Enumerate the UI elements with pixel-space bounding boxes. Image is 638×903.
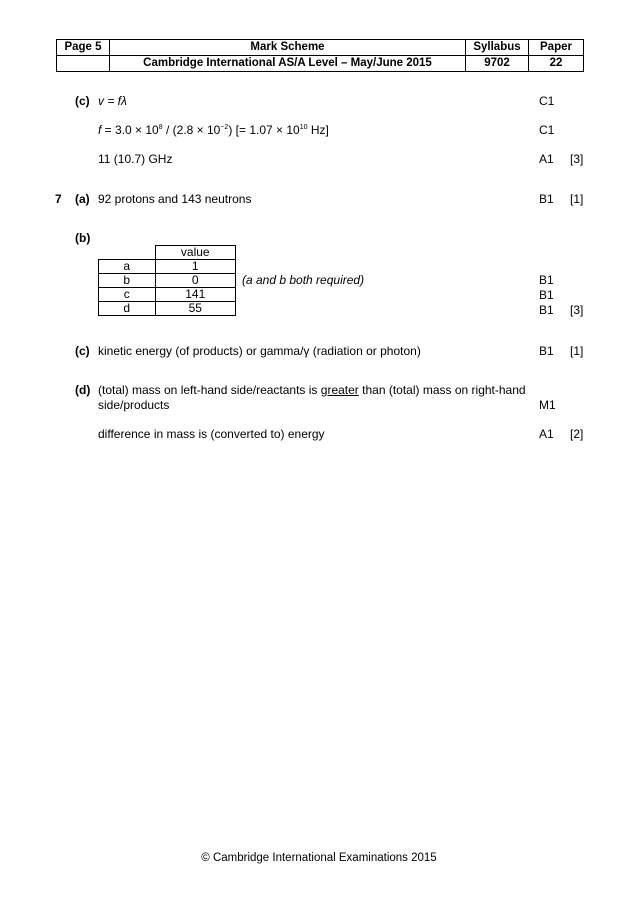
q6c-line3-mark: A1 xyxy=(539,152,554,166)
table-header-value: value xyxy=(155,246,236,260)
q7a-mark: B1 xyxy=(539,192,554,206)
q6c-f-symbol: f xyxy=(98,123,102,137)
q7d-line3: difference in mass is (converted to) energy xyxy=(98,427,325,441)
q6c-part-d: Hz] xyxy=(307,123,329,137)
q7b-part-label: (b) xyxy=(75,231,91,245)
q7-number: 7 xyxy=(55,192,62,206)
document-title: Cambridge International AS/A Level – May/June 2015 xyxy=(110,56,466,72)
q6c-v-symbol: v xyxy=(98,94,104,108)
q6c-exp1: 8 xyxy=(158,124,163,131)
row-label: b xyxy=(99,274,156,288)
q7c-answer: kinetic energy (of products) or gamma/γ (radiation or photon) xyxy=(98,344,421,358)
q6c-part-c: ) [= 1.07 × 10 xyxy=(228,123,300,137)
table-row xyxy=(99,274,236,288)
q6c-part-a: = 3.0 × 10 xyxy=(101,123,159,137)
row-label: d xyxy=(99,302,156,316)
q6c-part-label: (c) xyxy=(75,94,90,108)
q7a-total: [1] xyxy=(570,192,584,206)
page-label: Page 5 xyxy=(57,40,110,56)
header-table xyxy=(56,39,584,72)
q7d-line2-mark: M1 xyxy=(539,398,556,412)
table-row xyxy=(99,260,236,274)
q6c-eq: = f xyxy=(104,94,122,108)
table-corner-cell xyxy=(99,246,156,260)
footer-copyright: © Cambridge International Examinations 2015 xyxy=(201,852,437,864)
syllabus-code: 9702 xyxy=(466,56,529,72)
q7d-line1 xyxy=(98,383,526,397)
q6c-lambda: λ xyxy=(121,94,127,108)
table-row xyxy=(99,302,236,316)
q7d-underlined-word: greater xyxy=(320,383,359,397)
row-label: a xyxy=(99,260,156,274)
q7d-total: [2] xyxy=(570,427,584,441)
mark-scheme-label: Mark Scheme xyxy=(110,40,466,56)
q7b-total: [3] xyxy=(570,303,584,317)
q7b-value-table xyxy=(98,245,236,316)
paper-number: 22 xyxy=(529,56,584,72)
q7c-total: [1] xyxy=(570,344,584,358)
q7b-mark-2: B1 xyxy=(539,288,554,302)
row-value: 55 xyxy=(155,302,236,316)
q7a-answer: 92 protons and 143 neutrons xyxy=(98,192,252,206)
q6c-exp3: 10 xyxy=(299,124,308,131)
q6c-exp2: −2 xyxy=(220,124,229,131)
row-value: 0 xyxy=(155,274,236,288)
q7c-part-label: (c) xyxy=(75,344,90,358)
q6c-line1-mark: C1 xyxy=(539,94,555,108)
q7b-mark-3: B1 xyxy=(539,303,554,317)
q7b-note: (a and b both required) xyxy=(242,273,365,287)
row-value: 141 xyxy=(155,288,236,302)
q7d-line1-post: than (total) mass on right-hand xyxy=(358,383,526,397)
q6c-line2 xyxy=(98,123,329,137)
q6c-line3: 11 (10.7) GHz xyxy=(98,152,173,166)
paper-label: Paper xyxy=(529,40,584,56)
q6c-total: [3] xyxy=(570,152,584,166)
header-empty-cell xyxy=(57,56,110,72)
q7b-mark-1: B1 xyxy=(539,273,554,287)
q7c-mark: B1 xyxy=(539,344,554,358)
table-row xyxy=(99,288,236,302)
q7d-line1-pre: (total) mass on left-hand side/reactants is xyxy=(98,383,321,397)
q6c-part-b: / (2.8 × 10 xyxy=(162,123,221,137)
q7d-line2: side/products xyxy=(98,398,170,412)
q6c-line2-mark: C1 xyxy=(539,123,555,137)
q7d-part-label: (d) xyxy=(75,383,91,397)
q7d-line3-mark: A1 xyxy=(539,427,554,441)
q7a-part-label: (a) xyxy=(75,192,90,206)
syllabus-label: Syllabus xyxy=(466,40,529,56)
row-label: c xyxy=(99,288,156,302)
q6c-line1 xyxy=(98,94,127,108)
row-value: 1 xyxy=(155,260,236,274)
